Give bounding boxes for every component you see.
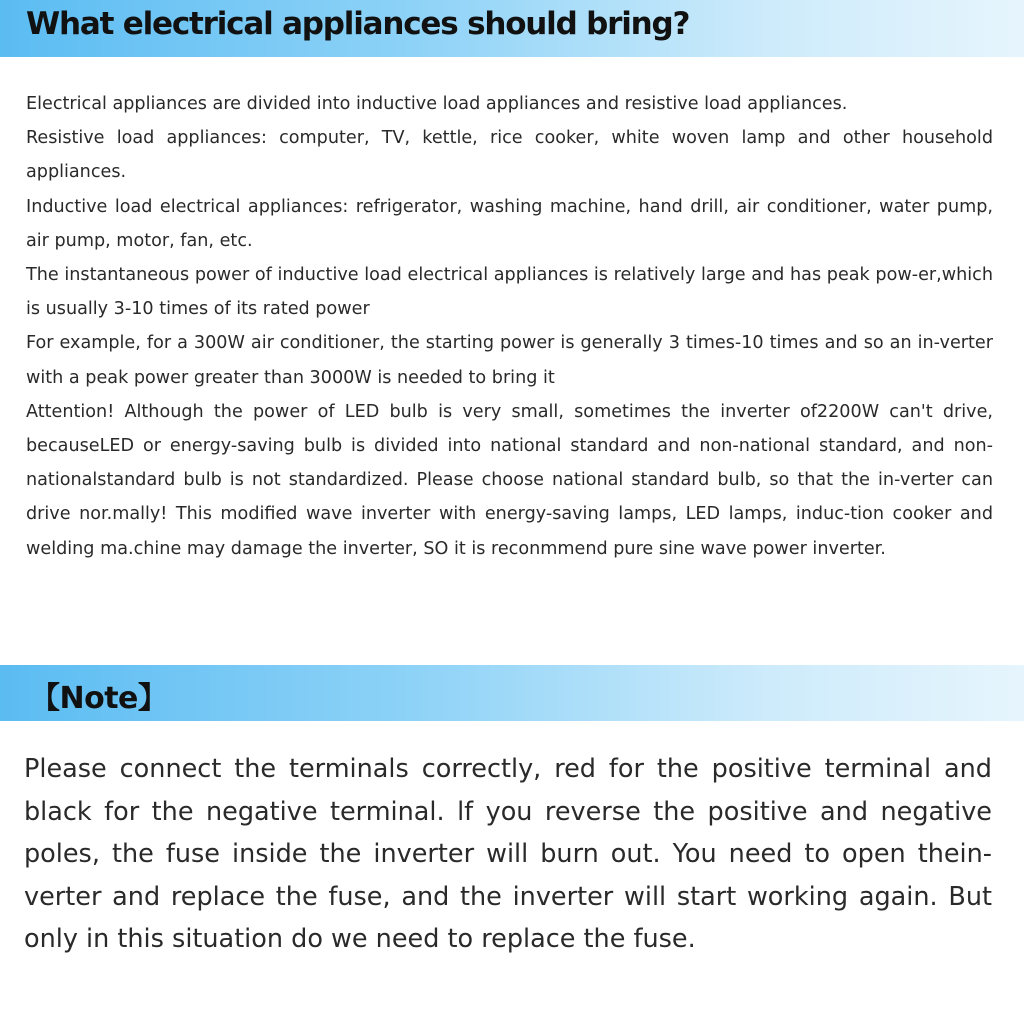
paragraph-resistive: Resistive load appliances: computer, TV, kettle, rice cooker, white woven lamp and other household appliances.: [26, 128, 993, 183]
note-title: 【Note】: [30, 681, 168, 716]
appliance-info-section: [26, 87, 993, 566]
paragraph-inductive: Inductive load electrical appliances: refrigerator, washing machine, hand drill, air conditioner, water pump, air pump, motor, fan, etc.: [26, 196, 993, 251]
note-text: Please connect the terminals correctly, red for the positive terminal and black for the negative terminal. lf you reverse the positive and negative poles, the fuse inside the inverter will burn out. You need to open thein-verter and replace the fuse, and the inverter will start working again. But only in this situation do we need to replace the fuse.: [24, 754, 992, 955]
paragraph-attention: Attention! Although the power of LED bulb is very small, sometimes the inverter of2200W can't drive, becauseLED or energy-saving bulb is divided into national standard and non-national standard, and non-nationalstandard bulb is not standardized. Please choose national standard bulb, so that the in-verter can drive nor.mally! This modified wave inverter with energy-saving lamps, LED lamps, induc-tion cooker and welding ma.chine may damage the inverter, SO it is reconmmend pure sine wave power inverter.: [26, 401, 993, 559]
paragraph-intro: Electrical appliances are divided into inductive load appliances and resistive load appliances.: [26, 94, 848, 114]
paragraph-example: For example, for a 300W air conditioner, the starting power is generally 3 times-10 times and so an in-verter with a peak power greater than 3000W is needed to bring it: [26, 333, 993, 388]
paragraph-instantaneous-power: The instantaneous power of inductive load electrical appliances is relatively large and has peak pow-er,which is usually 3-10 times of its rated power: [26, 265, 993, 320]
header-banner: [0, 0, 1024, 57]
note-banner: [0, 665, 1024, 721]
page-title: What electrical appliances should bring?: [26, 6, 690, 42]
